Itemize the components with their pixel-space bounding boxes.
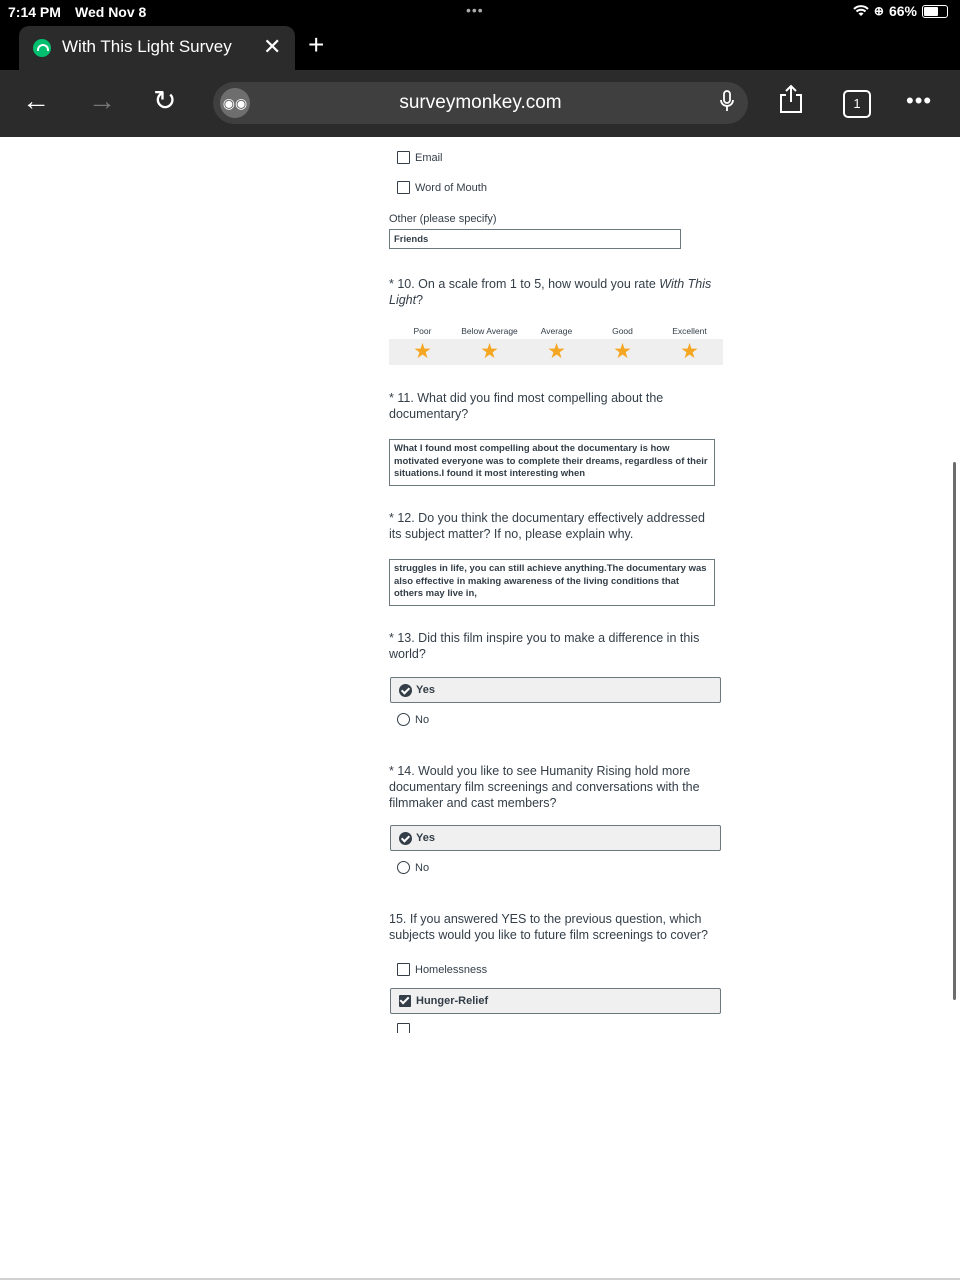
rating-label-good: Good	[612, 326, 633, 336]
other-text-input[interactable]: Friends	[389, 229, 681, 249]
browser-toolbar	[0, 70, 960, 137]
tab-count-button[interactable]: 1	[843, 90, 871, 118]
url-text[interactable]: surveymonkey.com	[399, 92, 562, 113]
q10-film-title: With This Light	[389, 277, 712, 307]
option-word-of-mouth[interactable]	[397, 181, 487, 194]
rating-labels	[389, 326, 723, 340]
email-checkbox[interactable]	[397, 151, 410, 164]
reload-icon[interactable]: ↻	[153, 85, 177, 116]
option-email[interactable]	[397, 151, 443, 164]
q13-yes-option[interactable]	[390, 677, 721, 703]
star-icon[interactable]: ★	[413, 340, 432, 363]
wifi-icon	[853, 5, 869, 17]
star-rating	[389, 339, 723, 365]
new-tab-icon[interactable]: +	[308, 29, 325, 60]
partial-checkbox[interactable]	[397, 1023, 410, 1033]
star-icon[interactable]: ★	[613, 340, 632, 363]
browser-chrome	[0, 0, 960, 137]
q15-hunger-relief-option[interactable]	[390, 988, 721, 1014]
q13-no-option[interactable]	[397, 713, 429, 726]
page-content	[0, 137, 960, 1280]
rating-label-average: Average	[540, 326, 573, 336]
page-scrollbar[interactable]	[953, 462, 956, 1000]
radio-checked-icon[interactable]	[399, 832, 412, 845]
option-label: Email	[415, 151, 443, 164]
surveymonkey-favicon-icon	[33, 39, 51, 57]
question-10	[389, 276, 719, 308]
more-menu-icon[interactable]: •••	[906, 88, 933, 113]
option-label: Word of Mouth	[415, 181, 487, 194]
q14-yes-label: Yes	[416, 832, 435, 844]
browser-tab[interactable]	[19, 26, 295, 70]
q15-next-option-partial[interactable]	[397, 1023, 415, 1033]
radio-unchecked-icon[interactable]	[397, 713, 410, 726]
q15-homelessness-label: Homelessness	[415, 963, 488, 976]
multitasking-dots-icon[interactable]: •••	[466, 2, 484, 18]
rating-label-excellent: Excellent	[672, 326, 707, 336]
homelessness-checkbox[interactable]	[397, 963, 410, 976]
status-date: Wed Nov 8	[75, 4, 147, 20]
q14-no-label: No	[415, 861, 430, 874]
checkbox-checked-icon[interactable]	[399, 995, 411, 1007]
tab-close-icon[interactable]: ✕	[263, 34, 282, 59]
q10-prefix: * 10. On a scale from 1 to 5, how would you rate	[389, 277, 660, 291]
other-label: Other (please specify)	[389, 213, 497, 225]
status-right	[853, 3, 948, 19]
q11-answer-textarea[interactable]: What I found most compelling about the documentary is how motivated everyone was to complete their dreams, regardless of their situations.I found it most interesting when	[389, 439, 715, 486]
q15-homelessness-option[interactable]	[397, 963, 487, 976]
radio-checked-icon[interactable]	[399, 684, 412, 697]
back-arrow-icon[interactable]: ←	[22, 85, 50, 116]
battery-percent: 66%	[888, 3, 917, 19]
question-11: * 11. What did you find most compelling about the documentary?	[389, 391, 664, 421]
survey-form	[389, 137, 729, 1033]
microphone-icon[interactable]	[720, 90, 734, 112]
battery-icon	[922, 5, 948, 18]
question-13: * 13. Did this film inspire you to make a difference in this world?	[389, 631, 700, 661]
radio-unchecked-icon[interactable]	[397, 861, 410, 874]
question-12: * 12. Do you think the documentary effectively addressed its subject matter? If no, please explain why.	[389, 511, 705, 541]
rating-label-poor: Poor	[413, 326, 432, 336]
q12-answer-textarea[interactable]: struggles in life, you can still achieve anything.The documentary was also effective in making awareness of the living conditions that others may live in,	[389, 559, 715, 606]
star-icon[interactable]: ★	[547, 340, 566, 363]
location-icon: ⊕	[873, 4, 884, 18]
forward-arrow-icon[interactable]: →	[88, 85, 116, 116]
incognito-icon[interactable]: ◉◉	[220, 88, 250, 118]
share-icon[interactable]	[778, 84, 804, 114]
status-bar	[0, 0, 960, 24]
question-15: 15. If you answered YES to the previous question, which subjects would you like to future film screenings to cover?	[389, 912, 708, 942]
status-time: 7:14 PM	[8, 4, 61, 20]
rating-label-below-average: Below Average	[461, 326, 518, 336]
question-14: * 14. Would you like to see Humanity Rising hold more documentary film screenings and conversations with the filmmaker and cast members?	[389, 764, 700, 810]
q13-no-label: No	[415, 713, 430, 726]
q15-hunger-relief-label: Hunger-Relief	[416, 995, 489, 1007]
word-of-mouth-checkbox[interactable]	[397, 181, 410, 194]
q14-yes-option[interactable]	[390, 825, 721, 851]
q13-yes-label: Yes	[416, 684, 435, 696]
tab-title: With This Light Survey	[62, 37, 232, 56]
star-icon[interactable]: ★	[480, 340, 499, 363]
star-icon[interactable]: ★	[680, 340, 699, 363]
q14-no-option[interactable]	[397, 861, 429, 874]
address-bar[interactable]	[213, 82, 748, 124]
q10-suffix: ?	[416, 293, 424, 307]
